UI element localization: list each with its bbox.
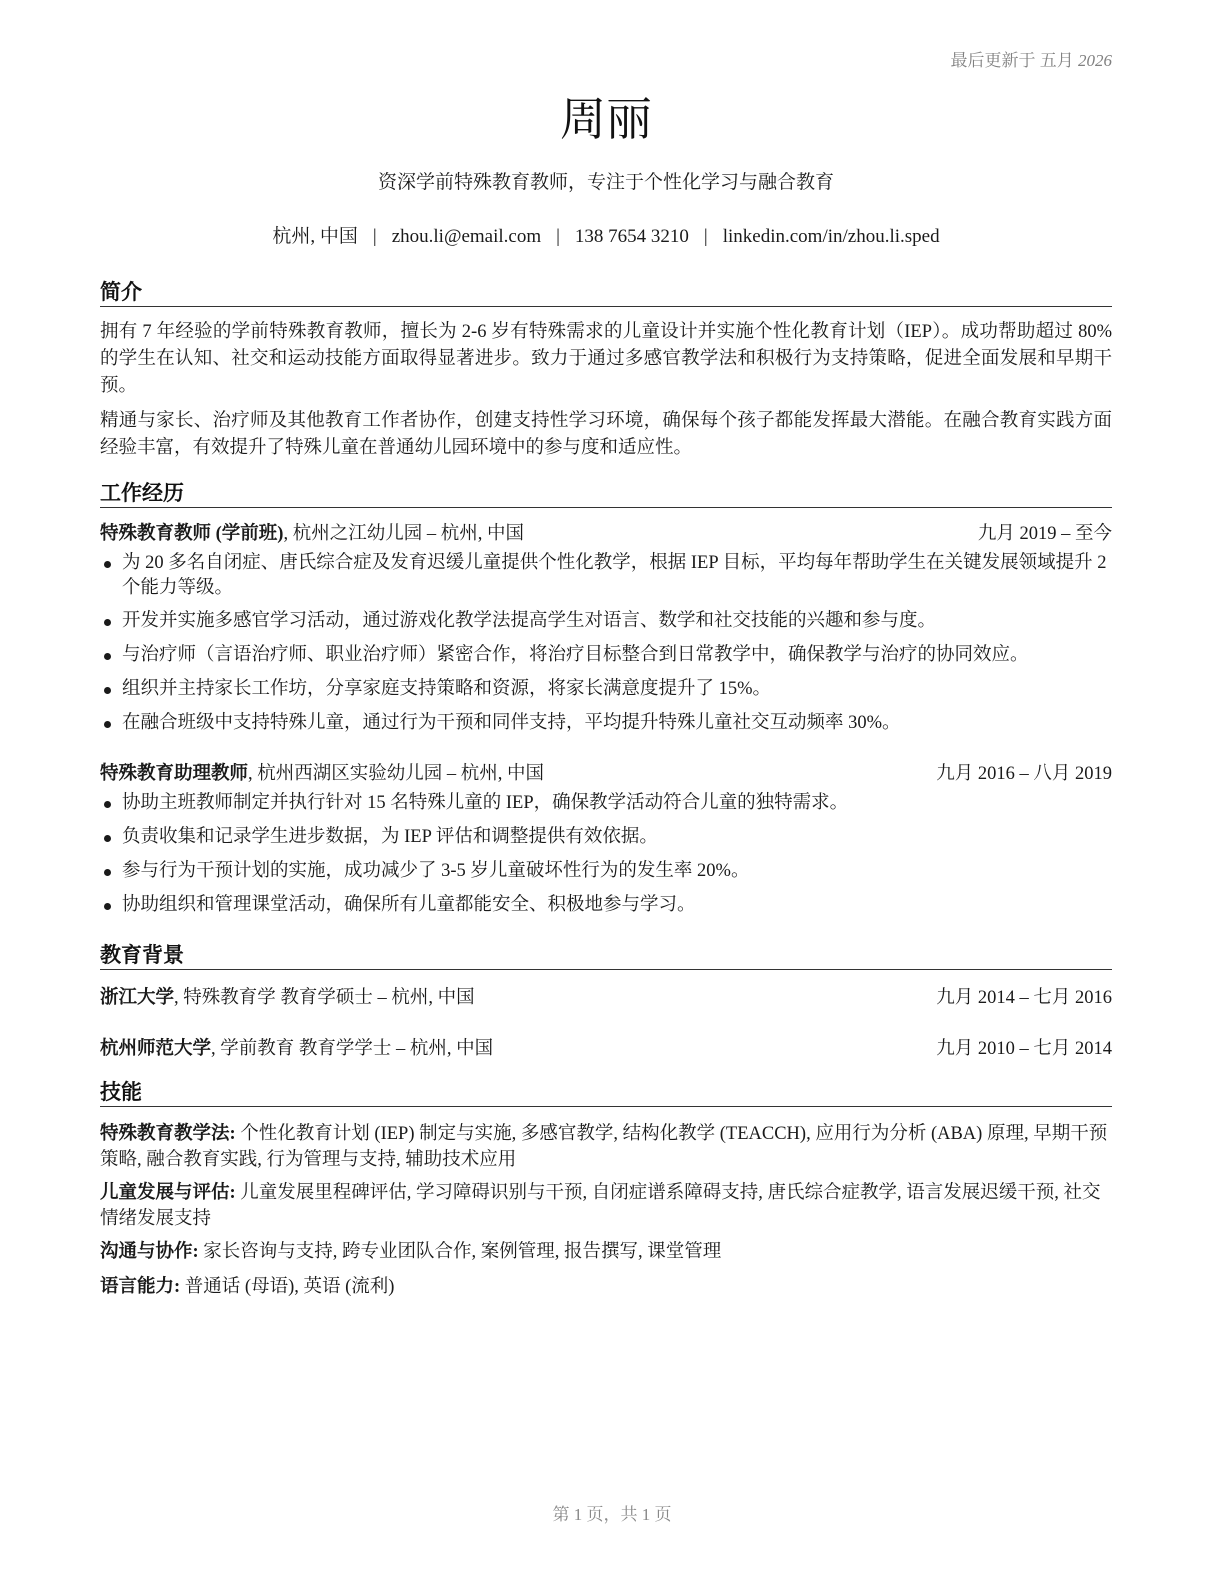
last-updated-year: 2026 xyxy=(1078,51,1112,70)
section-title-education: 教育背景 xyxy=(100,941,1112,970)
job-role: 特殊教育助理教师 xyxy=(100,764,249,784)
job-role: 特殊教育教师 (学前班) xyxy=(100,524,284,544)
contact-line xyxy=(100,224,1112,250)
skill-label: 儿童发展与评估: xyxy=(100,1183,236,1203)
job-bullets xyxy=(100,551,1112,736)
section-title-experience: 工作经历 xyxy=(100,479,1112,508)
page-footer: 第 1 页，共 1 页 xyxy=(552,1505,672,1524)
contact-phone: 138 7654 3210 xyxy=(574,226,689,247)
education-detail: , 学前教育 教育学学士 – 杭州, 中国 xyxy=(211,1039,494,1059)
job-header xyxy=(100,761,1112,788)
last-updated xyxy=(951,46,1113,71)
contact-email-link[interactable]: zhou.li@email.com xyxy=(391,226,542,247)
skill-row xyxy=(100,1239,1112,1265)
skill-text: 家长咨询与支持, 跨专业团队合作, 案例管理, 报告撰写, 课堂管理 xyxy=(198,1242,722,1262)
list-item: 组织并主持家长工作坊，分享家庭支持策略和资源，将家长满意度提升了 15%。 xyxy=(100,677,1112,702)
list-item: 与治疗师（言语治疗师、职业治疗师）紧密合作，将治疗目标整合到日常教学中，确保教学与治疗的协同效应。 xyxy=(100,643,1112,668)
list-item: 开发并实施多感官学习活动，通过游戏化教学法提高学生对语言、数学和社交技能的兴趣和参与度。 xyxy=(100,609,1112,634)
education-title-line xyxy=(100,985,475,1012)
skill-row xyxy=(100,1121,1112,1173)
education-school: 杭州师范大学 xyxy=(100,1039,212,1059)
list-item: 负责收集和记录学生进步数据，为 IEP 评估和调整提供有效依据。 xyxy=(100,825,1112,850)
education-entry xyxy=(100,1036,1112,1063)
list-item: 协助组织和管理课堂活动，确保所有儿童都能安全、积极地参与学习。 xyxy=(100,893,1112,918)
summary-paragraph: 拥有 7 年经验的学前特殊教育教师，擅长为 2-6 岁有特殊需求的儿童设计并实施个性化教育计划（IEP）。成功帮助超过 80% 的学生在认知、社交和运动技能方面取得显著进步。致力于通过多感官教学法和积极行为支持策略，促进全面发展和早期干预。 xyxy=(100,322,1112,396)
education-section xyxy=(100,941,1112,1063)
contact-separator: | xyxy=(372,226,377,247)
list-item: 协助主班教师制定并执行针对 15 名特殊儿童的 IEP，确保教学活动符合儿童的独特需求。 xyxy=(100,791,1112,816)
skill-text: 儿童发展里程碑评估, 学习障碍识别与干预, 自闭症谱系障碍支持, 唐氏综合症教学, 语言发展迟缓干预, 社交情绪发展支持 xyxy=(100,1183,1101,1229)
candidate-name: 周丽 xyxy=(560,92,652,146)
education-school: 浙江大学 xyxy=(100,988,175,1008)
summary-section xyxy=(100,278,1112,462)
job-header xyxy=(100,521,1112,548)
tagline: 资深学前特殊教育教师，专注于个性化学习与融合教育 xyxy=(377,172,834,193)
job-org: , 杭州西湖区实验幼儿园 – 杭州, 中国 xyxy=(248,764,545,784)
skill-label: 语言能力: xyxy=(100,1277,181,1297)
education-title-line xyxy=(100,1036,493,1063)
section-title-summary: 简介 xyxy=(100,278,1112,307)
contact-linkedin-link[interactable]: linkedin.com/in/zhou.li.sped xyxy=(722,226,940,247)
job-bullets xyxy=(100,791,1112,918)
skill-row xyxy=(100,1180,1112,1232)
contact-separator: | xyxy=(556,226,560,247)
education-detail: , 特殊教育学 教育学硕士 – 杭州, 中国 xyxy=(174,988,475,1008)
job-dates: 九月 2016 – 八月 2019 xyxy=(936,764,1112,784)
experience-section xyxy=(100,479,1112,918)
contact-separator: | xyxy=(703,226,708,247)
job-title-line xyxy=(100,761,544,788)
job-dates: 九月 2019 – 至今 xyxy=(977,524,1112,544)
last-updated-label: 最后更新于 五月 xyxy=(950,51,1074,70)
job-org: , 杭州之江幼儿园 – 杭州, 中国 xyxy=(283,524,524,544)
skill-label: 特殊教育教学法: xyxy=(100,1124,236,1144)
list-item: 在融合班级中支持特殊儿童，通过行为干预和同伴支持，平均提升特殊儿童社交互动频率 30%。 xyxy=(100,711,1112,736)
section-title-skills: 技能 xyxy=(100,1078,1112,1107)
education-dates: 九月 2010 – 七月 2014 xyxy=(936,1039,1112,1059)
contact-location: 杭州, 中国 xyxy=(272,226,358,247)
job-entry xyxy=(100,521,1112,736)
skill-text: 个性化教育计划 (IEP) 制定与实施, 多感官教学, 结构化教学 (TEACCH), 应用行为分析 (ABA) 原理, 早期干预策略, 融合教育实践, 行为管理与支持, 辅助技术应用 xyxy=(100,1124,1108,1170)
list-item: 参与行为干预计划的实施，成功减少了 3-5 岁儿童破坏性行为的发生率 20%。 xyxy=(100,859,1112,884)
list-item: 为 20 多名自闭症、唐氏综合症及发育迟缓儿童提供个性化教学，根据 IEP 目标，平均每年帮助学生在关键发展领域提升 2 个能力等级。 xyxy=(100,551,1112,601)
summary-paragraph: 精通与家长、治疗师及其他教育工作者协作，创建支持性学习环境，确保每个孩子都能发挥最大潜能。在融合教育实践方面经验丰富，有效提升了特殊儿童在普通幼儿园环境中的参与度和适应性。 xyxy=(100,411,1112,458)
skill-text: 普通话 (母语), 英语 (流利) xyxy=(180,1277,395,1297)
job-entry xyxy=(100,761,1112,918)
skill-row xyxy=(100,1274,1112,1300)
skills-section xyxy=(100,1078,1112,1300)
education-entry xyxy=(100,985,1112,1012)
skill-label: 沟通与协作: xyxy=(100,1242,199,1262)
job-title-line xyxy=(100,521,524,548)
education-dates: 九月 2014 – 七月 2016 xyxy=(936,988,1112,1008)
